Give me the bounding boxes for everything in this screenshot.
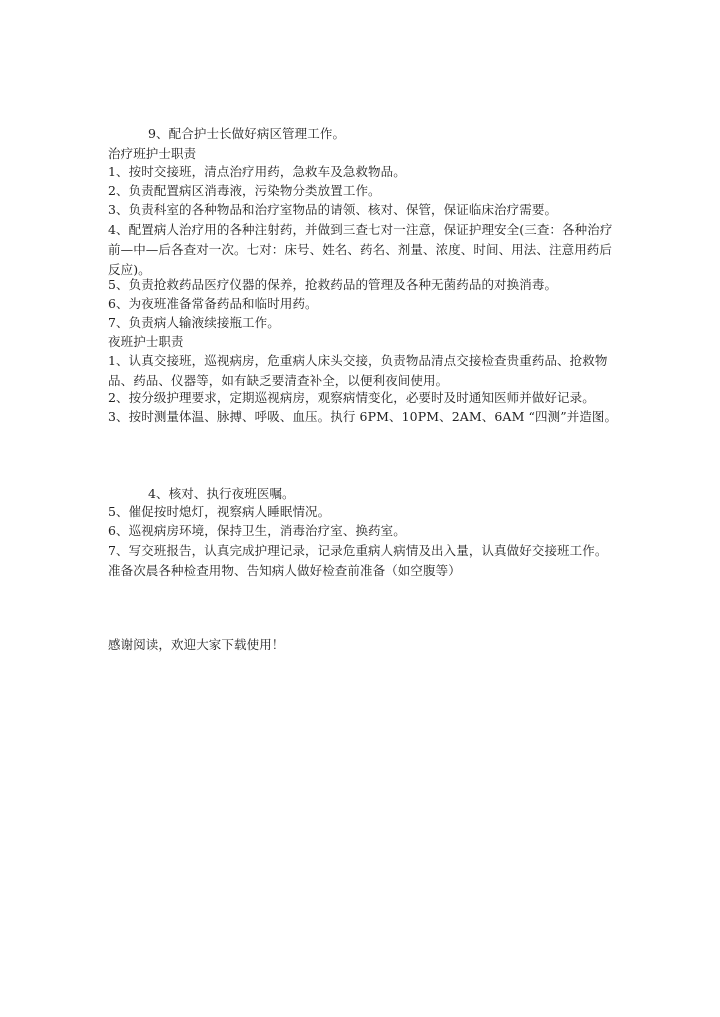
night-item-7: 7、写交班报告，认真完成护理记录，记录危重病人病情及出入量，认真做好交接班工作。准备次晨各种检查用物、告知病人做好检查前准备（如空腹等） bbox=[108, 543, 608, 578]
closing-note: 感谢阅读，欢迎大家下载使用！ bbox=[108, 637, 285, 652]
night-item-1: 1、认真交接班，巡视病房，危重病人床头交接，负责物品清点交接检查贵重药品、抢救物品、药品、仪器等，如有缺乏要清查补全，以便利夜间使用。 bbox=[108, 353, 608, 388]
night-item-2: 2、按分级护理要求，定期巡视病房，观察病情变化，必要时及时通知医师并做好记录。 bbox=[108, 390, 595, 405]
night-item-6: 6、巡视病房环境，保持卫生，消毒治疗室、换药室。 bbox=[108, 523, 406, 538]
night-item-3: 3、按时测量体温、脉搏、呼吸、血压。执行 6PM、10PM、2AM、6AM “四测”并造图。 bbox=[108, 409, 618, 424]
treatment-item-6: 6、为夜班准备常备药品和临时用药。 bbox=[108, 296, 318, 311]
item-9: 9、配合护士长做好病区管理工作。 bbox=[148, 126, 346, 141]
treatment-item-7: 7、负责病人输液续接瓶工作。 bbox=[108, 315, 280, 330]
treatment-item-4: 4、配置病人治疗用的各种注射药，并做到三查七对一注意，保证护理安全(三查：各种治疗前—中—后各查对一次。七对：床号、姓名、药名、剂量、浓度、时间、用法、注意用药后反应)。 bbox=[108, 222, 613, 277]
treatment-item-3: 3、负责科室的各种物品和治疗室物品的请领、核对、保管，保证临床治疗需要。 bbox=[108, 202, 558, 217]
treatment-item-5: 5、负责抢救药品医疗仪器的保养，抢救药品的管理及各种无菌药品的对换消毒。 bbox=[108, 277, 558, 292]
night-item-5: 5、催促按时熄灯，视察病人睡眠情况。 bbox=[108, 504, 331, 519]
section-heading-treatment-nurse: 治疗班护士职责 bbox=[108, 146, 197, 161]
treatment-item-2: 2、负责配置病区消毒液，污染物分类放置工作。 bbox=[108, 183, 381, 198]
section-heading-night-nurse: 夜班护士职责 bbox=[108, 334, 184, 349]
night-item-4: 4、核对、执行夜班医嘱。 bbox=[148, 486, 295, 501]
treatment-item-1: 1、按时交接班，清点治疗用药，急救车及急救物品。 bbox=[108, 164, 406, 179]
